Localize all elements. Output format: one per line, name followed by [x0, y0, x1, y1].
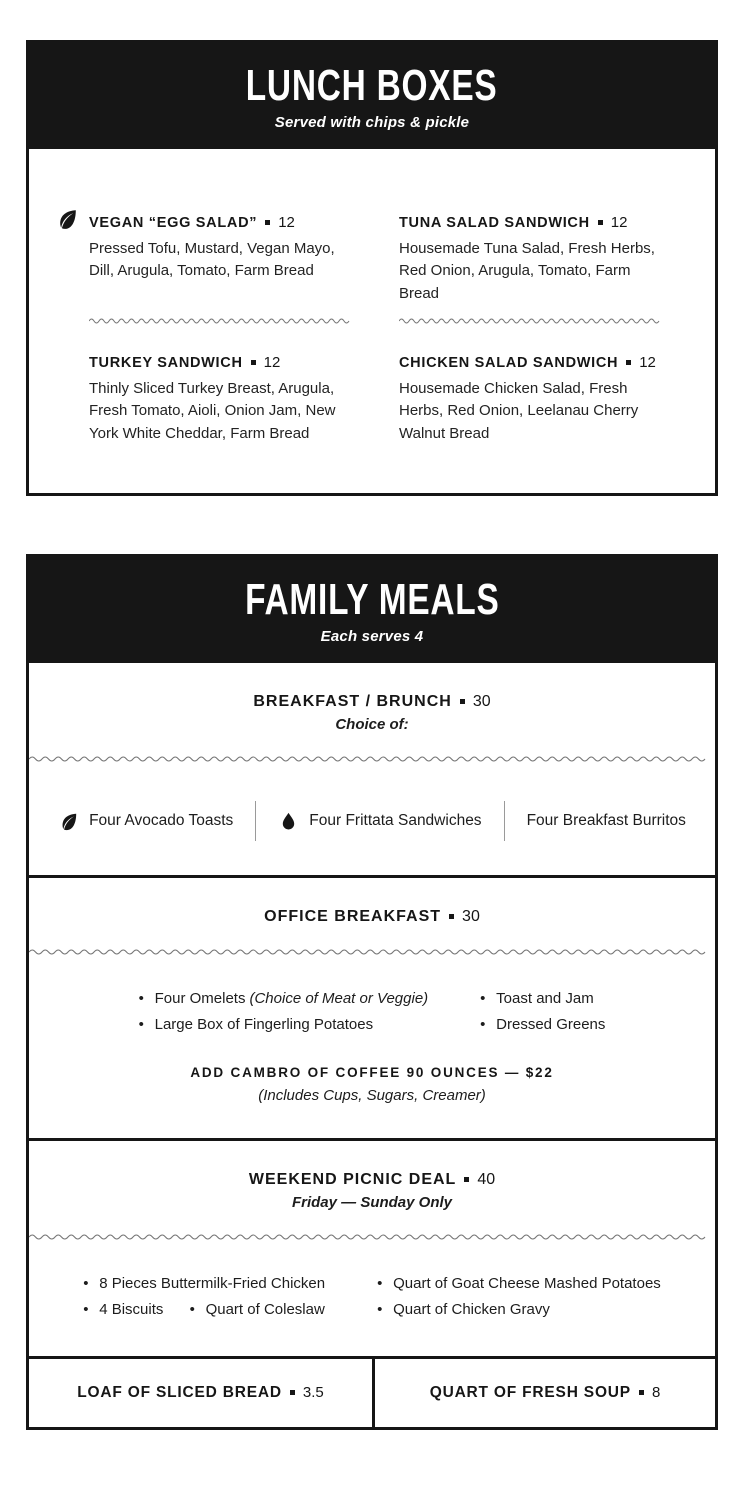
items-column-left: [83, 1271, 325, 1322]
option-label: Four Avocado Toasts: [89, 812, 234, 830]
list-item: [480, 986, 605, 1012]
option-label: Four Breakfast Burritos: [526, 812, 686, 830]
square-bullet: [449, 914, 454, 919]
option-breakfast-burritos: [505, 812, 708, 830]
footer-item-loaf-of-sliced-bread: [29, 1359, 372, 1427]
lunch-boxes-items: [29, 149, 715, 493]
item-price: 12: [639, 354, 656, 372]
coffee-addon: ADD CAMBRO OF COFFEE 90 OUNCES — $22: [190, 1065, 554, 1081]
section-note: Friday — Sunday Only: [291, 1194, 453, 1212]
item-description: Housemade Chicken Salad, Fresh Herbs, Red Onion, Leelanau Cherry Walnut Bread: [399, 379, 639, 442]
wavy-divider: [89, 317, 353, 325]
items-column-right: [480, 986, 605, 1037]
square-bullet: [251, 360, 256, 365]
section-name: BREAKFAST / BRUNCH: [253, 693, 452, 711]
list-item: [139, 986, 429, 1012]
item-text: • 4 Biscuits: [83, 1297, 163, 1323]
wavy-divider: [29, 1233, 715, 1241]
lunch-boxes-card: [26, 40, 718, 496]
square-bullet: [598, 220, 603, 225]
item-price: 3.5: [302, 1384, 324, 1402]
item-description: Thinly Sliced Turkey Breast, Arugula, Fresh Tomato, Aioli, Onion Jam, New York White Cheddar, Farm Bread: [89, 379, 336, 442]
item-name: VEGAN “EGG SALAD”: [89, 215, 258, 232]
option-avocado-toasts: [36, 811, 255, 832]
section-price: 40: [477, 1171, 496, 1189]
item-text: Dressed Greens: [496, 1015, 606, 1033]
items-column-right: [377, 1271, 661, 1322]
section-office-breakfast: [29, 875, 715, 1138]
section-name: WEEKEND PICNIC DEAL: [248, 1171, 457, 1189]
picnic-items: [29, 1271, 715, 1322]
item-description: Housemade Tuna Salad, Fresh Herbs, Red Onion, Arugula, Tomato, Farm Bread: [399, 239, 655, 302]
lunch-boxes-subtitle: Served with chips & pickle: [274, 114, 470, 132]
item-text: Quart of Chicken Gravy: [393, 1300, 550, 1318]
list-item: [480, 1012, 605, 1038]
footer-item-quart-of-fresh-soup: [372, 1359, 715, 1427]
square-bullet: [639, 1390, 644, 1395]
item-name: LOAF OF SLICED BREAD: [77, 1384, 282, 1402]
item-title: [399, 211, 663, 234]
family-meals-subtitle: Each serves 4: [320, 628, 424, 646]
item-text: Four Omelets: [154, 990, 246, 1008]
menu-item-vegan-egg-salad: [89, 211, 353, 305]
menu-item-turkey-sandwich: [89, 351, 353, 445]
section-name: OFFICE BREAKFAST: [264, 908, 442, 926]
item-note: (Choice of Meat or Veggie): [249, 990, 429, 1008]
family-meals-header: [29, 557, 715, 663]
option-frittata-sandwiches: [256, 811, 503, 832]
item-text: 8 Pieces Buttermilk-Fried Chicken: [99, 1275, 326, 1293]
list-item: [377, 1271, 661, 1297]
square-bullet: [265, 220, 270, 225]
square-bullet: [460, 699, 465, 704]
lunch-boxes-title: LUNCH BOXES: [246, 61, 498, 110]
coffee-addon-note: (Includes Cups, Sugars, Creamer): [258, 1087, 486, 1105]
wavy-divider: [29, 755, 715, 763]
list-item: [83, 1271, 325, 1297]
option-label: Four Frittata Sandwiches: [309, 812, 482, 830]
item-title: [399, 351, 663, 374]
item-text: Toast and Jam: [496, 990, 594, 1008]
section-price: 30: [462, 908, 480, 926]
menu-item-tuna-salad-sandwich: [399, 211, 663, 305]
list-item: [377, 1297, 661, 1323]
item-text: Large Box of Fingerling Potatoes: [154, 1015, 374, 1033]
section-price: 30: [472, 693, 491, 711]
item-text: • Quart of Coleslaw: [190, 1297, 325, 1323]
list-item: [83, 1297, 325, 1323]
item-title: [89, 351, 353, 374]
wavy-divider: [399, 317, 663, 325]
footer-row: [29, 1356, 715, 1427]
list-item: [139, 1012, 429, 1038]
item-name: TUNA SALAD SANDWICH: [399, 215, 590, 232]
item-name: QUART OF FRESH SOUP: [429, 1384, 631, 1402]
items-column-left: [139, 986, 429, 1037]
square-bullet: [464, 1177, 469, 1182]
menu-item-chicken-salad-sandwich: [399, 351, 663, 445]
section-title: [29, 693, 715, 711]
square-bullet: [290, 1390, 295, 1395]
drop-icon: [278, 811, 299, 832]
item-name: CHICKEN SALAD SANDWICH: [399, 355, 619, 372]
square-bullet: [626, 360, 631, 365]
family-meals-title: FAMILY MEALS: [244, 575, 500, 625]
item-title: [89, 211, 353, 234]
lunch-boxes-header: [29, 43, 715, 149]
section-title: [29, 1171, 715, 1189]
item-text: Quart of Goat Cheese Mashed Potatoes: [393, 1275, 661, 1293]
section-note: Choice of:: [335, 716, 409, 734]
office-breakfast-items: [29, 986, 715, 1037]
section-title: [29, 908, 715, 926]
family-meals-card: [26, 554, 718, 1430]
item-price: 12: [278, 214, 295, 232]
item-description: Pressed Tofu, Mustard, Vegan Mayo, Dill, Arugula, Tomato, Farm Bread: [89, 239, 335, 280]
wavy-divider: [29, 948, 715, 956]
section-weekend-picnic-deal: [29, 1138, 715, 1356]
item-price: 12: [610, 214, 628, 232]
item-name: TURKEY SANDWICH: [89, 355, 243, 372]
item-price: 12: [263, 354, 281, 372]
brunch-options: [29, 801, 715, 841]
item-price: 8: [651, 1384, 661, 1402]
section-breakfast-brunch: [29, 663, 715, 875]
leaf-icon: [55, 207, 79, 231]
leaf-icon: [58, 811, 79, 832]
